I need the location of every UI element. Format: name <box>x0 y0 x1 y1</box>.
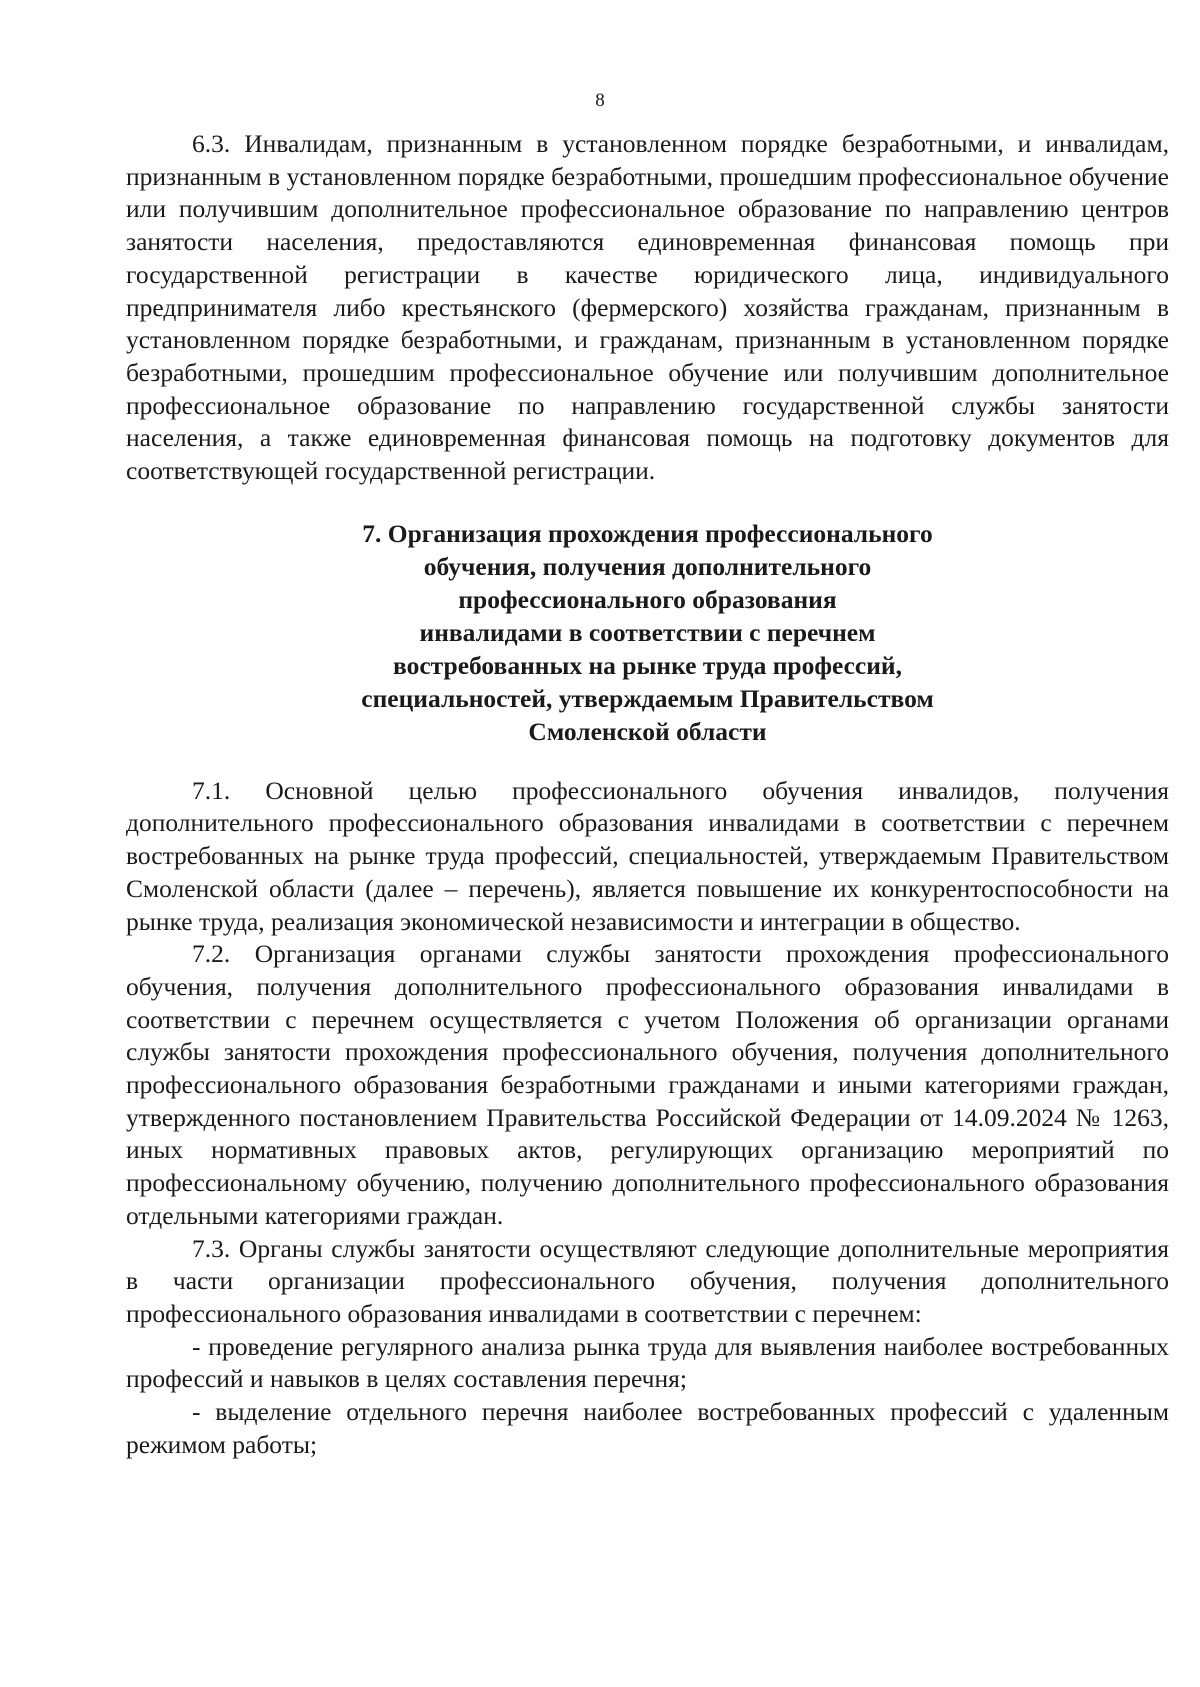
heading-line: обучения, получения дополнительного <box>423 551 872 581</box>
document-body <box>126 128 1169 1462</box>
list-item: - проведение регулярного анализа рынка труда для выявления наиболее востребованных профессий и навыков в целях составления перечня; <box>126 1331 1169 1394</box>
paragraph-7-1: 7.1. Основной целью профессионального обучения инвалидов, получения дополнительного профессионального образования инвалидами в соответствии с перечнем востребованных на рынке труда профессий, специальностей, утверждаемым Правительством Смоленской области (далее – перечень), является повышение их конкурентоспособности на рынке труда, реализация экономической независимости и интеграции в общество. <box>126 775 1169 936</box>
paragraph-7-2: 7.2. Организация органами службы занятости прохождения профессионального обучения, получения дополнительного профессионального образования инвалидами в соответствии с перечнем осуществляется с учетом Положения об организации органами службы занятости прохождения профессионального обучения, получения дополнительного профессионального образования безработными гражданами и иными категориями граждан, утвержденного постановлением Правительства Российской Федерации от 14.09.2024 № 1263, иных нормативных правовых актов, регулирующих организацию мероприятий по профессиональному обучению, получению дополнительного профессионального образования отдельными категориями граждан. <box>126 939 1169 1230</box>
heading-line: профессионального образования <box>458 584 837 614</box>
heading-line: 7. Организация прохождения профессионального <box>362 518 933 548</box>
paragraph-6-3: 6.3. Инвалидам, признанным в установленном порядке безработными, и инвалидам, признанным в установленном порядке безработными, прошедшим профессиональное обучение или получившим дополнительное профессиональное образование по направлению центров занятости населения, предоставляются единовременная финансовая помощь при государственной регистрации в качестве юридического лица, индивидуального предпринимателя либо крестьянского (фермерского) хозяйства гражданам, признанным в установленном порядке безработными, и гражданам, признанным в установленном порядке безработными, прошедшим профессиональное обучение или получившим дополнительное профессиональное образование по направлению государственной службы занятости населения, а также единовременная финансовая помощь на подготовку документов для соответствующей государственной регистрации. <box>126 129 1169 486</box>
heading-line: специальностей, утверждаемым Правительством <box>361 683 934 713</box>
heading-line: инвалидами в соответствии с перечнем <box>419 617 876 647</box>
paragraph-7-3: 7.3. Органы службы занятости осуществляют следующие дополнительные мероприятия в части организации профессионального обучения, получения дополнительного профессионального образования инвалидами в соответствии с перечнем: <box>126 1233 1169 1328</box>
list-item: - выделение отдельного перечня наиболее востребованных профессий с удаленным режимом работы; <box>126 1397 1169 1459</box>
page-number: 8 <box>595 90 605 111</box>
heading-line: Смоленской области <box>528 716 767 746</box>
section-7-heading <box>126 517 1169 748</box>
heading-line: востребованных на рынке труда профессий, <box>393 650 902 680</box>
